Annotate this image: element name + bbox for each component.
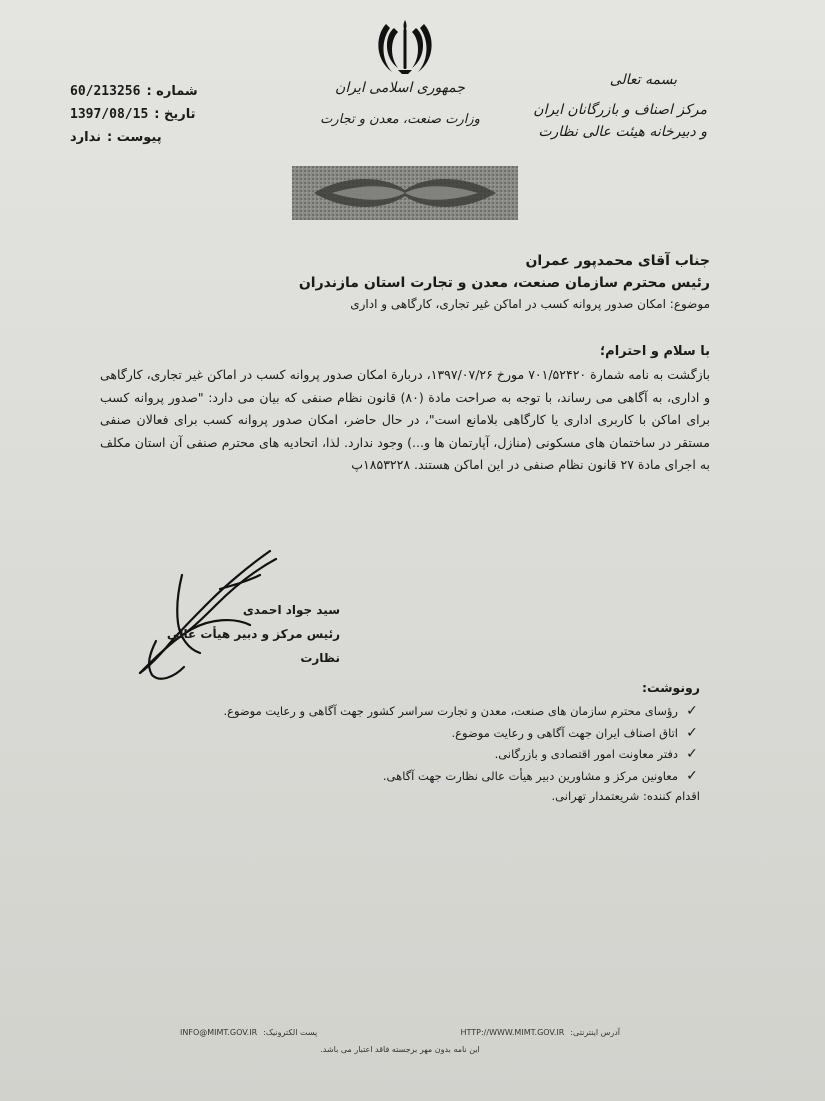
signer-name: سید جواد احمدی xyxy=(242,603,340,617)
bismillah-text: بسمه تعالی xyxy=(609,72,677,88)
cc-item-text: رؤسای محترم سازمان های صنعت، معدن و تجارت سراسر کشور جهت آگاهی و رعایت موضوع. xyxy=(223,704,678,718)
footer-contact-row xyxy=(180,1028,620,1037)
addressee-name: جناب آقای محمدپور عمران xyxy=(525,253,710,269)
attachment-row xyxy=(70,130,230,145)
signer-title: رئیس مرکز و دبیر هیأت عالی نظارت xyxy=(166,627,340,665)
organization-header xyxy=(487,72,707,140)
cc-item xyxy=(140,766,700,788)
signer-block xyxy=(160,598,340,670)
cc-item xyxy=(140,723,700,745)
date-label: تاریخ : xyxy=(154,107,196,122)
checkmark-icon: ✓ xyxy=(686,746,698,762)
letter-subject: موضوع: امکان صدور پروانه کسب در اماکن غیر تجاری، کارگاهی و اداری xyxy=(350,297,710,311)
country-name: جمهوری اسلامی ایران xyxy=(335,80,465,96)
cc-item-text: دفتر معاونت امور اقتصادی و بازرگانی. xyxy=(494,747,678,761)
number-value: 60/213256 xyxy=(70,84,141,99)
checkmark-icon: ✓ xyxy=(686,767,698,784)
attachment-label: پیوست : xyxy=(107,130,162,145)
email-group xyxy=(180,1028,317,1037)
date-value: 1397/08/15 xyxy=(70,107,149,122)
cc-section xyxy=(140,680,700,803)
email-label: پست الکترونیک: xyxy=(263,1028,318,1037)
number-row xyxy=(70,84,230,99)
ministry-name: وزارت صنعت، معدن و تجارت xyxy=(320,112,480,127)
checkmark-icon: ✓ xyxy=(686,703,698,719)
letter-body xyxy=(100,250,710,477)
addressee-title: رئیس محترم سازمان صنعت، معدن و تجارت استان مازندران xyxy=(298,275,710,291)
letter-greeting: با سلام و احترام؛ xyxy=(599,344,710,359)
iran-emblem-icon xyxy=(372,14,438,76)
cc-item xyxy=(140,701,700,723)
email-link[interactable]: INFO@MIMT.GOV.IR xyxy=(180,1028,258,1037)
website-link[interactable]: HTTP://WWW.MIMT.GOV.IR xyxy=(460,1028,565,1037)
cc-item xyxy=(140,744,700,766)
organization-line-2: و دبیرخانه هیئت عالی نظارت xyxy=(538,124,707,140)
government-header xyxy=(300,80,500,127)
cc-item-text: معاونین مرکز و مشاورین دبیر هیأت عالی نظارت جهت آگاهی. xyxy=(382,768,678,783)
embossed-seal-icon xyxy=(292,166,518,220)
checkmark-icon: ✓ xyxy=(686,724,698,741)
letter-footer xyxy=(180,1028,620,1054)
letter-paragraph: بازگشت به نامه شمارة ۷۰۱/۵۲۴۲۰ مورخ ۱۳۹۷/۰۷/۲۶، دربارة امکان صدور پروانه کسب در اماکن غیر تجاری، کارگاهی و اداری، به آگاهی می رساند، با توجه به صراحت مادة (۸۰) قانون نظام صنفی که بیان می دارد: "صدور پروانه کسب برای اماکن با کاربری اداری یا کارگاهی بلامانع است"، در حال حاضر، امکان صدور پروانه کسب برای فعالان صنفی مستقر در ساختمان های مسکونی (منازل، آپارتمان ها و...) وجود ندارد. لذا، اتحادیه های محترم صنفی آن استان مکلف به اجرای مادة ۲۷ قانون نظام صنفی در این اماکن هستند. ۱۸۵۳۲۲۸پ xyxy=(100,367,711,472)
letter-meta xyxy=(70,84,230,153)
cc-title: رونوشت: xyxy=(641,680,700,695)
website-label: آدرس اینترنتی: xyxy=(570,1028,620,1037)
number-label: شماره : xyxy=(146,84,198,99)
organization-line-1: مرکز اصناف و بازرگانان ایران xyxy=(533,102,707,118)
date-row xyxy=(70,107,230,122)
action-officer: اقدام کننده: شریعتمدار تهرانی. xyxy=(551,789,700,803)
attachment-value: ندارد xyxy=(70,130,102,145)
cc-list xyxy=(140,701,700,787)
cc-item-text: اتاق اصناف ایران جهت آگاهی و رعایت موضوع. xyxy=(451,725,678,740)
website-group xyxy=(461,1028,620,1037)
validity-note: این نامه بدون مهر برجسته فاقد اعتبار می باشد. xyxy=(320,1045,480,1054)
